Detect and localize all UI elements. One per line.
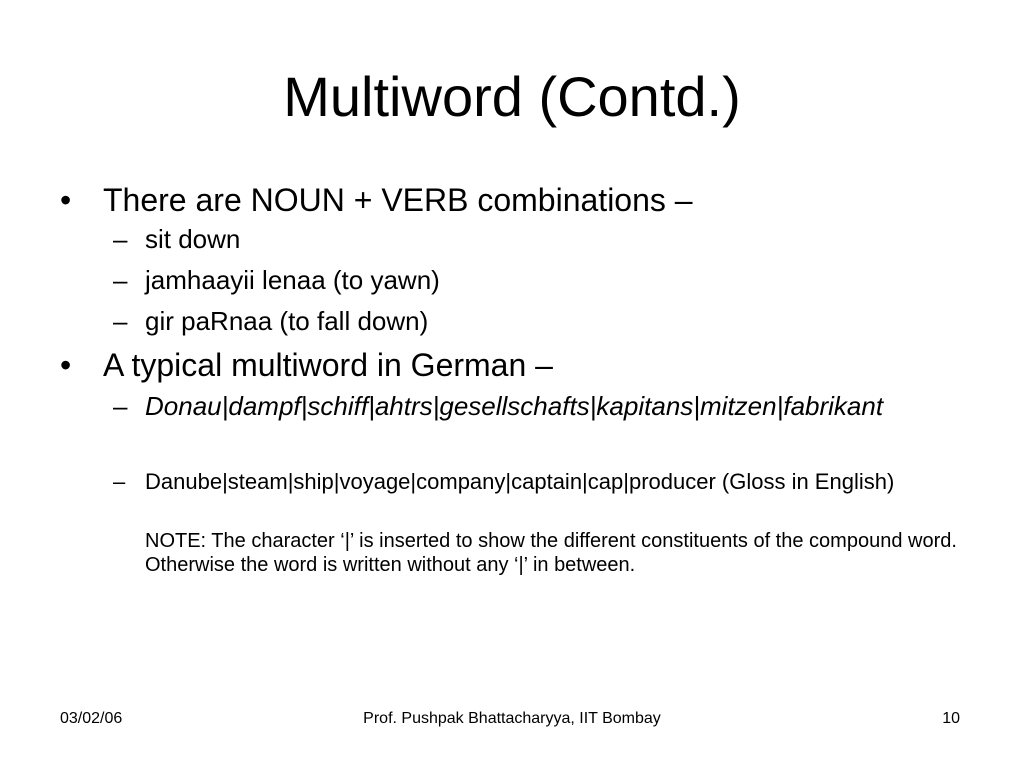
sub-bullet-item	[60, 391, 960, 422]
dash-marker: –	[113, 469, 126, 494]
bullet-item	[60, 178, 960, 222]
sub-bullet-text: gir paRnaa (to fall down)	[145, 306, 429, 336]
dash-marker: –	[113, 391, 128, 421]
dash-marker: –	[113, 265, 128, 295]
bullet-marker: •	[60, 347, 72, 383]
sub-bullet-item	[60, 265, 960, 296]
bullet-marker: •	[60, 182, 72, 218]
german-compound-word: Donau|dampf|schiff|ahtrs|gesellschafts|kapitans|mitzen|fabrikant	[145, 391, 884, 421]
bullet-text: A typical multiword in German –	[103, 347, 553, 383]
bullet-text: There are NOUN + VERB combinations –	[103, 182, 693, 218]
dash-marker: –	[113, 306, 128, 336]
sub-bullet-text: jamhaayii lenaa (to yawn)	[145, 265, 440, 295]
note-text: NOTE: The character ‘|’ is inserted to show the different constituents of the compound word. Otherwise the word is written without any ‘|’ in between.	[145, 530, 957, 576]
sub-bullet-item	[60, 224, 960, 255]
slide-title: Multiword (Contd.)	[283, 65, 741, 128]
dash-marker: –	[113, 224, 128, 254]
footer-date: 03/02/06	[60, 710, 123, 727]
sub-bullet-item	[60, 306, 960, 337]
bullet-item	[60, 343, 960, 387]
footer-author: Prof. Pushpak Bhattacharyya, IIT Bombay	[363, 710, 661, 727]
sub-bullet-text: sit down	[145, 224, 241, 254]
footer-page-number: 10	[942, 710, 960, 727]
sub-bullet-item	[60, 468, 960, 495]
english-gloss: Danube|steam|ship|voyage|company|captain|cap|producer (Gloss in English)	[145, 469, 895, 494]
slide-body	[60, 178, 960, 577]
